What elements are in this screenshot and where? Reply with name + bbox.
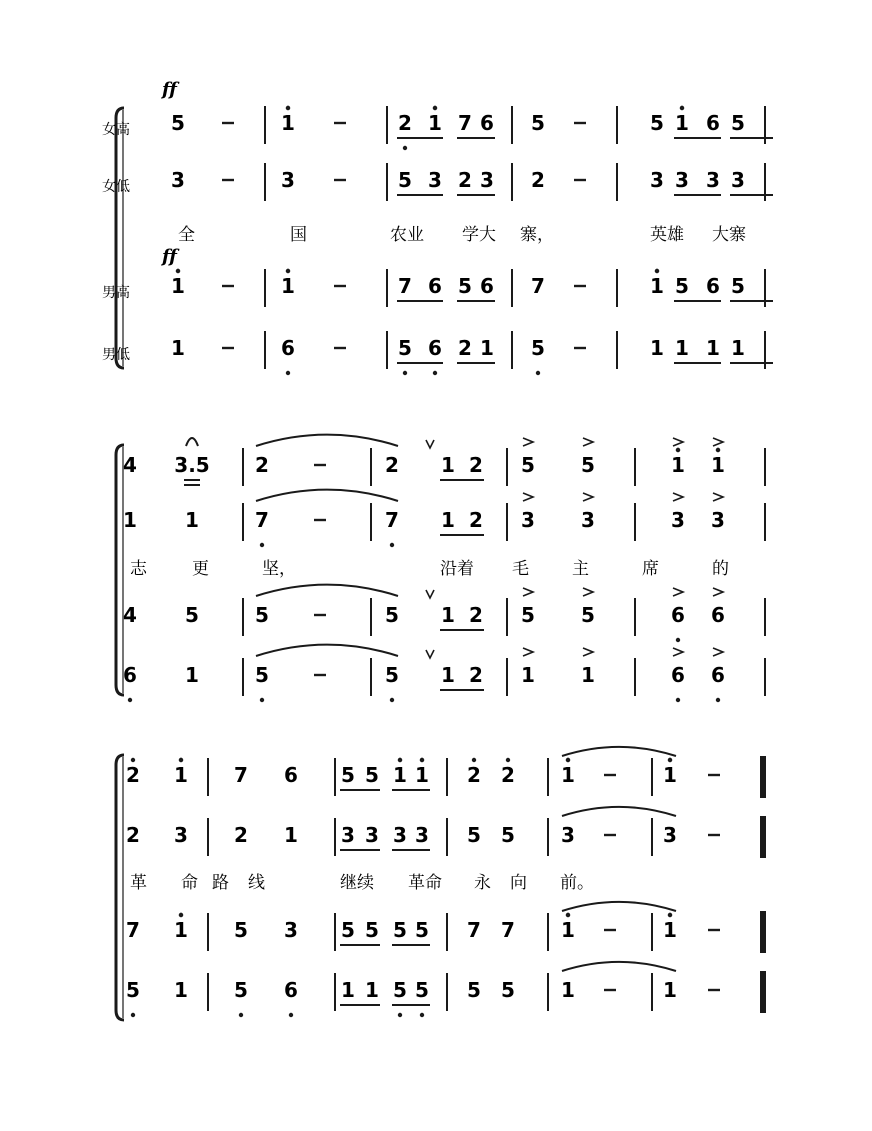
note: 2	[234, 823, 248, 847]
note: 6	[706, 111, 720, 135]
dynamic-mark: ff	[162, 246, 177, 267]
low-octave-dot	[676, 638, 680, 642]
high-octave-dot	[131, 758, 135, 762]
note: 5	[531, 111, 545, 135]
accent-mark	[523, 493, 533, 501]
note: 7	[385, 508, 399, 532]
note: 1	[174, 918, 188, 942]
note: 7	[398, 274, 412, 298]
note: 1	[671, 453, 685, 477]
high-octave-dot	[566, 758, 570, 762]
voice-label: 男低	[102, 347, 130, 363]
note: 1	[561, 978, 575, 1002]
note: 6	[281, 336, 295, 360]
note: 1	[185, 663, 199, 687]
accent-mark	[583, 588, 593, 596]
note: 7	[467, 918, 481, 942]
note: 6	[671, 663, 685, 687]
accent-mark	[673, 438, 683, 446]
breath-mark	[426, 590, 434, 598]
note: 7	[458, 111, 472, 135]
note: 7	[531, 274, 545, 298]
note: 5	[467, 823, 481, 847]
note: 2	[385, 453, 399, 477]
lyric: 志	[130, 559, 147, 579]
final-barline	[760, 756, 766, 798]
note: 1	[441, 663, 455, 687]
accent-mark	[523, 588, 533, 596]
note: 5	[731, 111, 745, 135]
note: 1	[428, 111, 442, 135]
note: 5	[341, 763, 355, 787]
breath-mark	[426, 650, 434, 658]
note: 5	[255, 603, 269, 627]
note: 1	[174, 978, 188, 1002]
high-octave-dot	[506, 758, 510, 762]
note: 3	[174, 823, 188, 847]
lyric: 线	[248, 873, 265, 893]
tie-slur	[562, 807, 676, 816]
note: 5	[185, 603, 199, 627]
accent-mark	[673, 588, 683, 596]
system-brackets	[116, 108, 124, 1020]
low-octave-dot	[403, 371, 407, 375]
breath-mark	[426, 440, 434, 448]
note: 5	[467, 978, 481, 1002]
note: 1	[171, 336, 185, 360]
note: 1	[706, 336, 720, 360]
low-octave-dot	[131, 1013, 135, 1017]
note: 1	[393, 763, 407, 787]
accent-mark	[713, 648, 723, 656]
final-barline	[760, 971, 766, 1013]
note: 1	[663, 978, 677, 1002]
note: 1	[561, 763, 575, 787]
accent-mark	[583, 438, 593, 446]
note: 1	[171, 274, 185, 298]
note: 1	[711, 453, 725, 477]
note: 3	[365, 823, 379, 847]
note: 2	[458, 336, 472, 360]
note: 6	[284, 763, 298, 787]
low-octave-dot	[260, 543, 264, 547]
note: 3	[706, 168, 720, 192]
note: 7	[234, 763, 248, 787]
note: 5	[234, 978, 248, 1002]
note: 3	[171, 168, 185, 192]
lyric: 寨，	[520, 225, 554, 245]
lyric: 学大	[462, 225, 496, 245]
accent-mark	[713, 438, 723, 446]
note: 1	[441, 508, 455, 532]
note: 1	[341, 978, 355, 1002]
note: 1	[174, 763, 188, 787]
lyric: 继续	[340, 873, 374, 893]
note: 5	[521, 453, 535, 477]
note: 3	[341, 823, 355, 847]
note: 6	[671, 603, 685, 627]
note: 6	[480, 111, 494, 135]
note: 2	[398, 111, 412, 135]
note: 5	[234, 918, 248, 942]
note: 6	[711, 663, 725, 687]
note: 7	[501, 918, 515, 942]
high-octave-dot	[668, 913, 672, 917]
note: 5	[531, 336, 545, 360]
note: 2	[531, 168, 545, 192]
high-octave-dot	[176, 269, 180, 273]
note: 1	[663, 763, 677, 787]
note: 6	[706, 274, 720, 298]
accent-mark	[673, 493, 683, 501]
tie-slur	[256, 585, 398, 596]
note: 5	[415, 978, 429, 1002]
note: 2	[126, 763, 140, 787]
note: 3	[711, 508, 725, 532]
note: 1	[650, 336, 664, 360]
note: 3	[393, 823, 407, 847]
note: 2	[501, 763, 515, 787]
accent-mark	[583, 493, 593, 501]
note: 5	[521, 603, 535, 627]
final-barline	[760, 816, 766, 858]
lyric: 坚，	[262, 559, 296, 579]
note: 3	[663, 823, 677, 847]
tie-slur	[562, 962, 676, 971]
note: 5	[501, 978, 515, 1002]
note: 2	[469, 603, 483, 627]
note: 1	[480, 336, 494, 360]
note: 5	[675, 274, 689, 298]
note: 5	[393, 918, 407, 942]
note: 3	[650, 168, 664, 192]
high-octave-dot	[472, 758, 476, 762]
note: 2	[469, 508, 483, 532]
tie-slur	[562, 902, 676, 911]
accent-mark	[673, 648, 683, 656]
low-octave-dot	[390, 543, 394, 547]
low-octave-dot	[239, 1013, 243, 1017]
lyric: 英雄	[650, 225, 684, 245]
note: 1	[675, 336, 689, 360]
note: 3	[480, 168, 494, 192]
lyric: 向	[510, 873, 527, 893]
tie-slur	[256, 490, 398, 501]
high-octave-dot	[433, 106, 437, 110]
lyric: 全	[178, 225, 195, 245]
low-octave-dot	[286, 371, 290, 375]
high-octave-dot	[179, 913, 183, 917]
voice-label: 女高	[102, 122, 130, 138]
note: 2	[469, 453, 483, 477]
note: 1	[650, 274, 664, 298]
note: 5	[581, 603, 595, 627]
note: 5	[458, 274, 472, 298]
low-octave-dot	[390, 698, 394, 702]
note: 5	[731, 274, 745, 298]
tie-slur	[562, 747, 676, 756]
tie-slur	[256, 645, 398, 656]
note: 1	[185, 508, 199, 532]
lyric: 主	[572, 559, 589, 579]
tie-slur	[256, 435, 398, 446]
note: 1	[441, 603, 455, 627]
voice-labels	[102, 79, 180, 363]
lyric: 革	[130, 873, 147, 893]
note: 1	[731, 336, 745, 360]
note: 5	[385, 663, 399, 687]
note: 1	[521, 663, 535, 687]
note: 6	[480, 274, 494, 298]
lyric: 的	[712, 559, 729, 579]
note: 5	[365, 763, 379, 787]
note: 2	[467, 763, 481, 787]
note: 1	[281, 111, 295, 135]
tie-slur	[186, 438, 198, 446]
high-octave-dot	[398, 758, 402, 762]
note: 7	[126, 918, 140, 942]
accent-mark	[583, 648, 593, 656]
note: 3	[415, 823, 429, 847]
note: 3	[581, 508, 595, 532]
note: 1	[415, 763, 429, 787]
note: 5	[255, 663, 269, 687]
high-octave-dot	[655, 269, 659, 273]
low-octave-dot	[403, 146, 407, 150]
note: 1	[561, 918, 575, 942]
note: 3	[284, 918, 298, 942]
note: 1	[123, 508, 137, 532]
note: 1	[281, 274, 295, 298]
note: 2	[126, 823, 140, 847]
note: 6	[284, 978, 298, 1002]
note: 1	[675, 111, 689, 135]
note: 2	[469, 663, 483, 687]
low-octave-dot	[433, 371, 437, 375]
low-octave-dot	[420, 1013, 424, 1017]
lyric: 毛	[512, 559, 529, 579]
note: 2	[255, 453, 269, 477]
lyric: 永	[474, 873, 491, 893]
note: 5	[341, 918, 355, 942]
note: 3	[561, 823, 575, 847]
low-octave-dot	[128, 698, 132, 702]
note: 4	[123, 453, 137, 477]
note: 6	[428, 274, 442, 298]
note: 5	[126, 978, 140, 1002]
note: 6	[711, 603, 725, 627]
note: 3	[731, 168, 745, 192]
voice-label: 男高	[102, 285, 130, 301]
note: 5	[581, 453, 595, 477]
note: 5	[398, 168, 412, 192]
note: 5	[171, 111, 185, 135]
low-octave-dot	[289, 1013, 293, 1017]
note: 6	[428, 336, 442, 360]
note: 4	[123, 603, 137, 627]
note: 5	[398, 336, 412, 360]
note: 1	[581, 663, 595, 687]
note: 1	[441, 453, 455, 477]
lyric: 更	[192, 559, 209, 579]
note: 1	[284, 823, 298, 847]
lyric: 革命	[408, 873, 442, 893]
low-octave-dot	[260, 698, 264, 702]
lyrics	[130, 225, 746, 893]
note: 3	[675, 168, 689, 192]
note: 3	[281, 168, 295, 192]
note: 5	[393, 978, 407, 1002]
note: 5	[385, 603, 399, 627]
high-octave-dot	[286, 269, 290, 273]
lyric: 前。	[560, 873, 594, 893]
high-octave-dot	[286, 106, 290, 110]
high-octave-dot	[668, 758, 672, 762]
note: 6	[123, 663, 137, 687]
final-barline	[760, 911, 766, 953]
note: 7	[255, 508, 269, 532]
high-octave-dot	[420, 758, 424, 762]
note: 2	[458, 168, 472, 192]
note: 3.5	[174, 453, 210, 477]
lyric: 沿着	[440, 559, 474, 579]
lyric: 命	[181, 873, 198, 893]
note: 5	[365, 918, 379, 942]
lyric: 农业	[390, 225, 424, 245]
lyric: 国	[290, 225, 307, 245]
note: 5	[501, 823, 515, 847]
low-octave-dot	[676, 698, 680, 702]
note: 3	[521, 508, 535, 532]
note: 3	[428, 168, 442, 192]
dynamic-mark: ff	[162, 79, 177, 100]
high-octave-dot	[680, 106, 684, 110]
high-octave-dot	[179, 758, 183, 762]
low-octave-dot	[716, 698, 720, 702]
lyric: 路	[212, 873, 229, 893]
accent-mark	[713, 493, 723, 501]
low-octave-dot	[398, 1013, 402, 1017]
high-octave-dot	[676, 448, 680, 452]
note: 5	[650, 111, 664, 135]
high-octave-dot	[716, 448, 720, 452]
lyric: 大寨	[712, 225, 746, 245]
high-octave-dot	[566, 913, 570, 917]
accent-mark	[713, 588, 723, 596]
voice-label: 女低	[102, 179, 130, 195]
accent-mark	[523, 438, 533, 446]
low-octave-dot	[536, 371, 540, 375]
note: 5	[415, 918, 429, 942]
accent-mark	[523, 648, 533, 656]
note: 1	[365, 978, 379, 1002]
lyric: 席	[642, 559, 659, 579]
note: 3	[671, 508, 685, 532]
note: 1	[663, 918, 677, 942]
